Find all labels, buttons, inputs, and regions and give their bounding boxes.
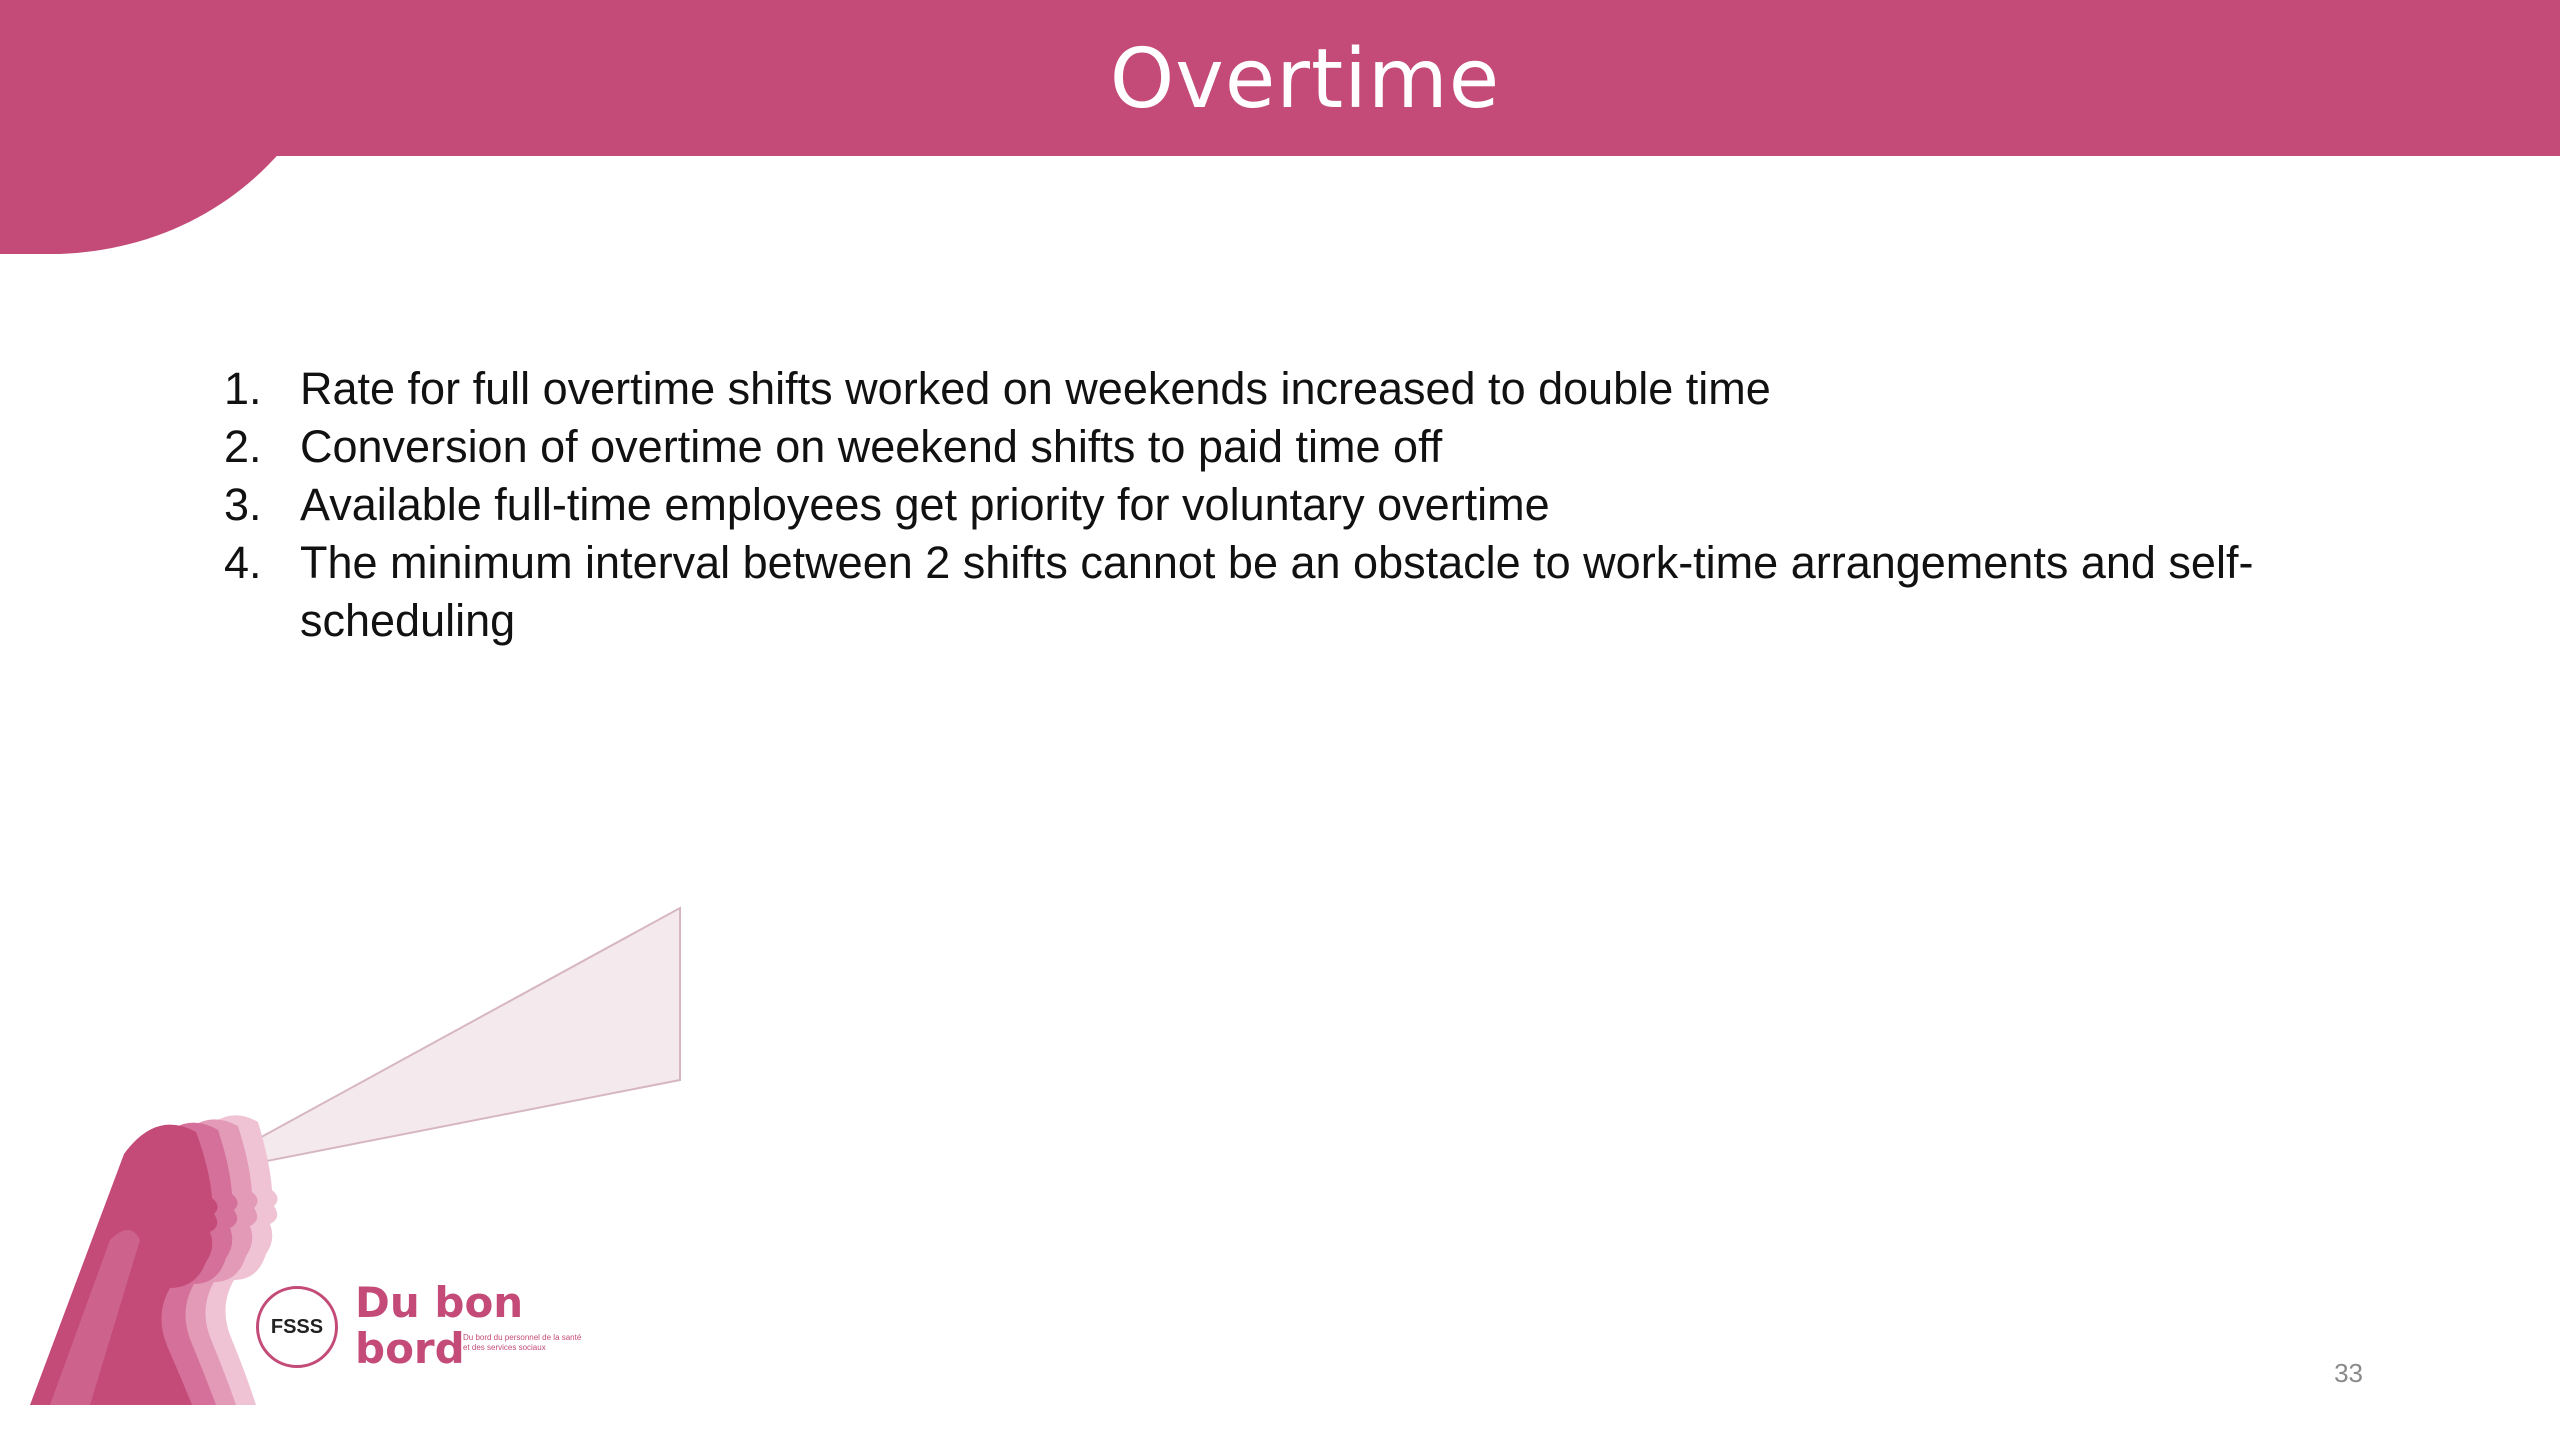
fsss-logo-badge: FSSS [256,1286,338,1368]
list-item [216,534,2456,650]
list-text: Conversion of overtime on weekend shifts to paid time off [300,421,1443,472]
list-number: 3. [224,479,262,530]
page-number: 33 [2334,1358,2363,1388]
header-curve-shape [0,150,290,260]
list-text: The minimum interval between 2 shifts cannot be an obstacle to work-time arrangements and self-scheduling [300,537,2254,646]
list-item [216,418,2456,476]
list-number: 4. [224,537,262,588]
list-item [216,360,2456,418]
slide-title: Overtime [1109,32,1501,127]
list-number: 2. [224,421,262,472]
logo-tagline: Du bord du personnel de la santé et des services sociaux [463,1333,582,1352]
wordmark-line-1: Du bon [355,1278,524,1327]
list-text: Available full-time employees get priority for voluntary overtime [300,479,1550,530]
wordmark-line-2: bord [355,1324,465,1373]
list-number: 1. [224,363,262,414]
list-item [216,476,2456,534]
list-text: Rate for full overtime shifts worked on weekends increased to double time [300,363,1771,414]
bullet-list [216,360,2456,650]
du-bon-bord-wordmark [355,1280,523,1372]
